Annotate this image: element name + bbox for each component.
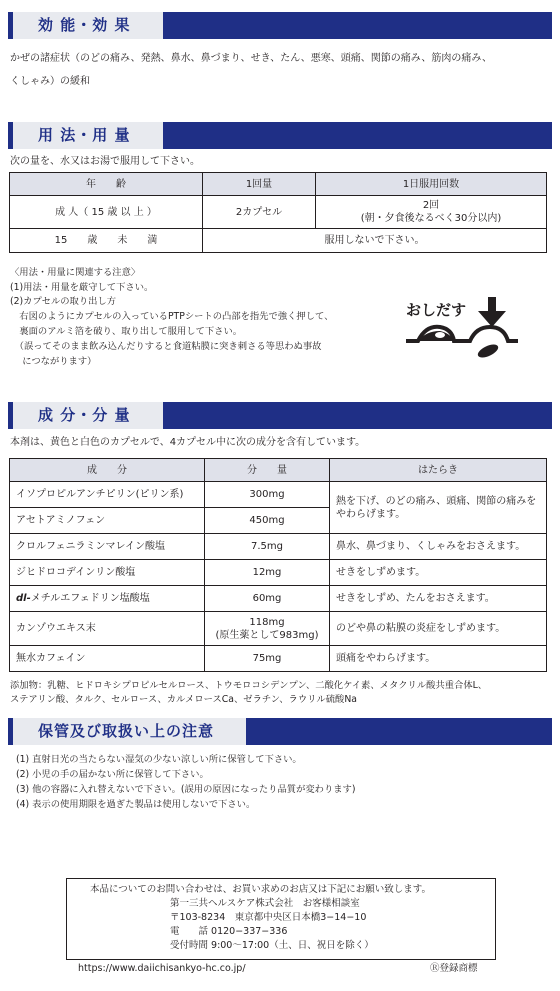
- efficacy-line-2: くしゃみ）の緩和: [10, 76, 90, 87]
- additives-line-1: 添加物：乳糖、ヒドロキシプロピルセルロース、トウモロコシデンプン、二酸化ケイ素、メタクリル酸共重合体L、: [10, 680, 488, 691]
- contact-company: 第一三共ヘルスケア株式会社 お客様相談室: [170, 898, 360, 909]
- ingredient-amount: 60mg: [205, 586, 330, 612]
- usage-note-2-line-3: （誤ってそのまま飲み込んだりすると食道粘膜に突き刺さる等思わぬ事故: [10, 341, 322, 352]
- efficacy-line-1: かぜの諸症状（のどの痛み、発熱、鼻水、鼻づまり、せき、たん、悪寒、頭痛、関節の痛み、筋肉の痛み、: [10, 53, 492, 64]
- row-adult-dose: 2カプセル: [203, 196, 316, 229]
- section-title-storage: 保管及び取扱い上の注意: [38, 722, 215, 740]
- dosage-intro: 次の量を、水又はお湯で服用して下さい。: [10, 156, 200, 167]
- header-dose: 1回量: [203, 173, 316, 196]
- ingredients-intro: 本剤は、黄色と白色のカプセルで、4カプセル中に次の成分を含有しています。: [10, 437, 366, 448]
- row-adult-times: [316, 196, 547, 229]
- header-ingredient: 成 分: [10, 459, 205, 482]
- ingredient-effect: せきをしずめます。: [330, 560, 547, 586]
- website-link[interactable]: https://www.daiichisankyo-hc.co.jp/: [78, 963, 246, 974]
- contact-hours: 受付時間 9:00〜17:00（土、日、祝日を除く）: [170, 940, 374, 951]
- ingredient-amount: 450mg: [205, 508, 330, 534]
- usage-note-2-line-2: 裏面のアルミ箔を破り、取り出して服用して下さい。: [10, 326, 243, 337]
- usage-note-heading: 〈用法・用量に関連する注意〉: [10, 267, 141, 278]
- table-row: [10, 229, 547, 253]
- section-header-dosage: [8, 122, 552, 149]
- dosage-table: [9, 172, 547, 253]
- section-header-ingredients: [8, 402, 552, 429]
- ingredient-name-prefix: dl-: [16, 593, 31, 604]
- section-header-storage: [8, 718, 552, 745]
- ingredient-effect: 鼻水、鼻づまり、くしゃみをおさえます。: [330, 534, 547, 560]
- ingredient-name: イソプロピルアンチピリン(ピリン系): [10, 482, 205, 508]
- storage-item-4: (4) 表示の使用期限を過ぎた製品は使用しないで下さい。: [16, 799, 256, 810]
- header-times: 1日服用回数: [316, 173, 547, 196]
- ingredient-amount: 118mg: [249, 616, 285, 628]
- table-row: [10, 646, 547, 672]
- table-row: [10, 534, 547, 560]
- ingredient-name-cell: [10, 586, 205, 612]
- contact-notice: 本品についてのお問い合わせは、お買い求めのお店又は下記にお願い致します。: [90, 884, 432, 895]
- table-row: [10, 612, 547, 646]
- row-adult-age: 成 人（ 15 歳 以 上 ）: [10, 196, 203, 229]
- ingredient-effect: 頭痛をやわらげます。: [330, 646, 547, 672]
- ingredient-effect-merged: [330, 482, 547, 534]
- ingredient-amount-cell: [205, 612, 330, 646]
- ingredient-effect-line: 熱を下げ、のどの痛み、頭痛、関節の痛みを: [336, 495, 537, 507]
- row-adult-times-count: 2回: [422, 200, 440, 211]
- ingredient-effect: のどや鼻の粘膜の炎症をしずめます。: [330, 612, 547, 646]
- row-adult-times-note: (朝・夕食後なるべく30分以内): [360, 213, 502, 224]
- ingredient-amount: 300mg: [205, 482, 330, 508]
- ingredients-table: [9, 458, 547, 672]
- storage-item-1: (1) 直射日光の当たらない湿気の少ない涼しい所に保管して下さい。: [16, 754, 302, 765]
- row-child-age: 15 歳 未 満: [10, 229, 203, 253]
- row-child-note: 服用しないで下さい。: [203, 229, 547, 253]
- header-amount: 分 量: [205, 459, 330, 482]
- usage-note-1: (1)用法・用量を厳守して下さい。: [10, 282, 154, 293]
- section-title-dosage: 用 法・用 量: [38, 126, 131, 144]
- contact-address: 〒103-8234 東京都中央区日本橋3−14−10: [170, 912, 367, 923]
- additives-line-2: ステアリン酸、タルク、セルロース、カルメロースCa、ゼラチン、ラウリル硫酸Na: [10, 694, 357, 705]
- table-row: [10, 196, 547, 229]
- section-title-ingredients: 成 分・分 量: [38, 406, 131, 424]
- ingredient-effect-line: やわらげます。: [336, 508, 406, 520]
- ingredient-name: メチルエフェドリン塩酸塩: [30, 593, 150, 604]
- ingredient-amount: 12mg: [205, 560, 330, 586]
- usage-note-2-line-1: 右図のようにカプセルの入っているPTPシートの凸部を指先で強く押して、: [10, 311, 334, 322]
- ingredient-amount: 75mg: [205, 646, 330, 672]
- table-row: [10, 482, 547, 508]
- ingredient-name: クロルフェニラミンマレイン酸塩: [10, 534, 205, 560]
- trademark-note: Ⓡ登録商標: [430, 963, 478, 974]
- ingredient-amount-note: (原生薬として983mg): [215, 629, 319, 641]
- section-header-efficacy: [8, 12, 552, 39]
- ingredient-name: アセトアミノフェン: [10, 508, 205, 534]
- usage-note-2: (2)カプセルの取り出し方: [10, 296, 117, 307]
- ingredient-name: 無水カフェイン: [10, 646, 205, 672]
- storage-item-2: (2) 小児の手の届かない所に保管して下さい。: [16, 769, 209, 780]
- usage-note-2-line-4: につながります）: [10, 356, 97, 367]
- press-label: おしだす: [406, 301, 467, 319]
- header-age: 年 齢: [10, 173, 203, 196]
- storage-item-3: (3) 他の容器に入れ替えないで下さい。(誤用の原因になったり品質が変わります): [16, 784, 356, 795]
- table-row: [10, 560, 547, 586]
- ingredient-effect: せきをしずめ、たんをおさえます。: [330, 586, 547, 612]
- header-effect: はたらき: [330, 459, 547, 482]
- press-capsule-icon: [404, 295, 522, 365]
- ingredient-amount: 7.5mg: [205, 534, 330, 560]
- contact-phone: 電 話 0120−337−336: [170, 926, 288, 937]
- table-row: [10, 586, 547, 612]
- ingredient-name: カンゾウエキス末: [10, 612, 205, 646]
- ingredient-name: ジヒドロコデインリン酸塩: [10, 560, 205, 586]
- section-title-efficacy: 効 能・効 果: [38, 16, 131, 34]
